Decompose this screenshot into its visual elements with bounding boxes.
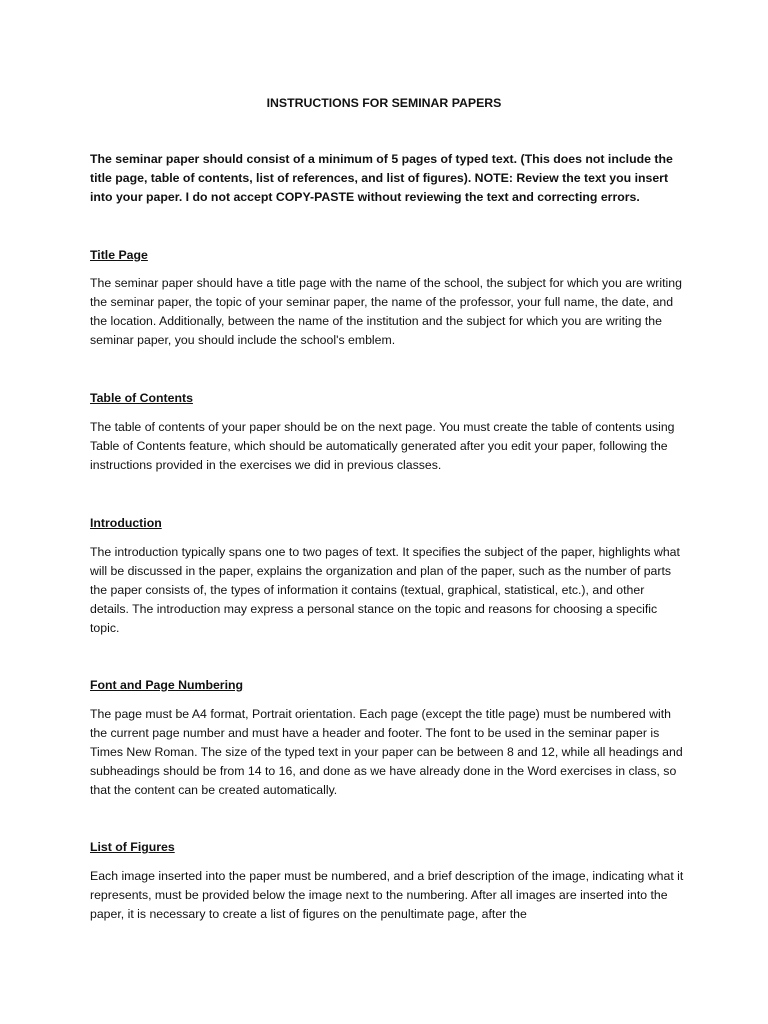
section-heading-list-of-figures: List of Figures [90,840,175,854]
section-heading-introduction: Introduction [90,516,162,530]
section-heading-title-page: Title Page [90,248,148,262]
section-heading-table-of-contents: Table of Contents [90,391,193,405]
section-body-introduction: The introduction typically spans one to two pages of text. It specifies the subject of the paper, highlights what will be discussed in the paper, explains the organization and plan of the paper, such as the number of parts the paper consists of, the types of information it contains (textual, graphical, statistical, etc.), and other details. The introduction may express a personal stance on the topic and reasons for choosing a specific topic. [90,545,680,635]
section-body-title-page: The seminar paper should have a title page with the name of the school, the subject for which you are writing the seminar paper, the topic of your seminar paper, the name of the professor, your full name, the date, and the location. Additionally, between the name of the institution and the subject for which you are writing the seminar paper, you should include the school's emblem. [90,276,682,347]
section-body-list-of-figures: Each image inserted into the paper must be numbered, and a brief description of the image, indicating what it represents, must be provided below the image next to the numbering. After all images are inserted into the paper, it is necessary to create a list of figures on the penultimate page, after the [90,869,684,921]
section-heading-font-and-page-numbering: Font and Page Numbering [90,678,244,692]
document-title: INSTRUCTIONS FOR SEMINAR PAPERS [266,96,502,110]
intro-note: The seminar paper should consist of a minimum of 5 pages of typed text. (This does not include the title page, table of contents, list of references, and list of figures). NOTE: Review the text you insert into your paper. I do not accept COPY-PASTE without reviewing the text and correcting errors. [90,152,673,204]
section-body-table-of-contents: The table of contents of your paper should be on the next page. You must create the table of contents using Table of Contents feature, which should be automatically generated after you edit your paper, following the instructions provided in the exercises we did in previous classes. [90,420,675,472]
section-body-font-and-page-numbering: The page must be A4 format, Portrait orientation. Each page (except the title page) must be numbered with the current page number and must have a header and footer. The font to be used in the seminar paper is Times New Roman. The size of the typed text in your paper can be between 8 and 12, while all headings and subheadings should be from 14 to 16, and done as we have already done in the Word exercises in class, so that the content can be created automatically. [90,707,683,797]
